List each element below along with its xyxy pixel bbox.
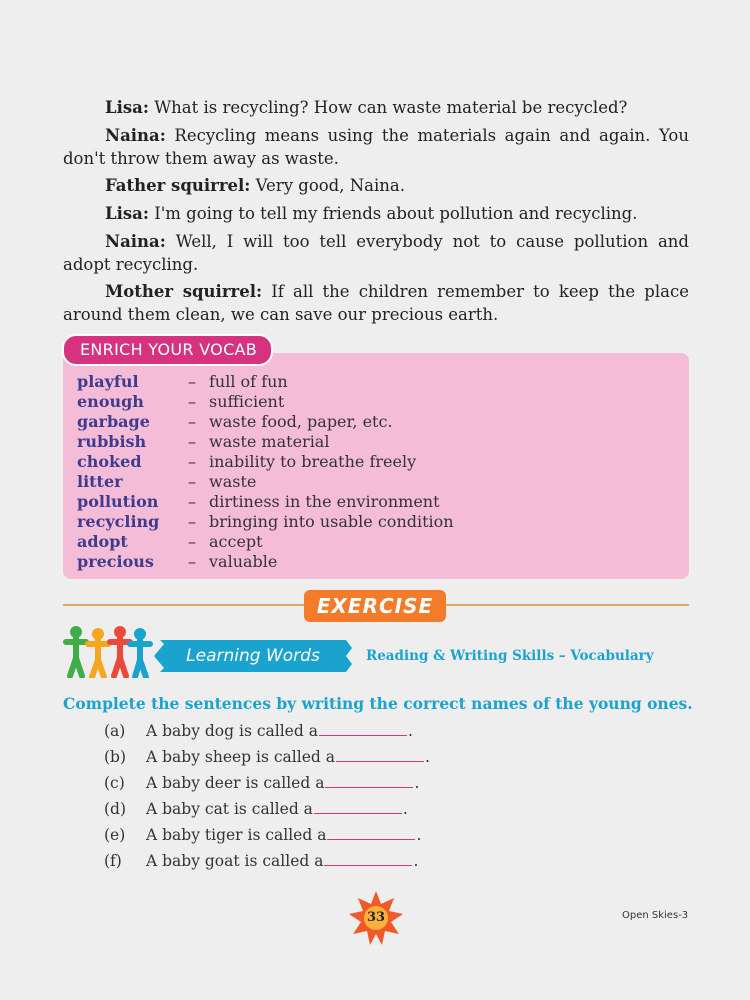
dialogue-line [63,230,689,276]
vocab-meaning: dirtiness in the environment [209,492,440,511]
vocab-meaning: inability to breathe freely [209,452,417,471]
dialogue-text: I'm going to tell my friends about pollution and recycling. [148,204,638,223]
learning-words-banner [154,640,352,672]
question-text: A baby dog is called a . [146,722,413,740]
vocab-dash: – [188,432,196,451]
answer-blank[interactable] [336,747,424,762]
vocab-word: garbage [77,412,150,431]
question-label: (c) [104,774,125,792]
dialogue-line [63,202,689,225]
dialogue-text: What is recycling? How can waste material be recycled? [148,98,628,117]
vocab-word: pollution [77,492,159,511]
question-row [0,824,750,846]
vocab-word: choked [77,452,142,471]
speaker-name: Lisa: [105,204,149,223]
page-number: 33 [366,910,386,925]
question-row [0,798,750,820]
vocab-dash: – [188,372,196,391]
vocab-row [77,432,677,452]
vocab-box [63,353,689,579]
question-label: (b) [104,748,127,766]
answer-blank[interactable] [324,851,412,866]
dialogue-line [63,280,689,326]
question-text: A baby cat is called a . [146,800,408,818]
children-figures-icon [62,622,154,678]
speaker-name: Naina: [105,232,166,251]
vocab-meaning: valuable [209,552,278,571]
vocab-word: adopt [77,532,128,551]
speaker-name: Lisa: [105,98,149,117]
question-text: A baby goat is called a . [146,852,419,870]
dialogue-text: Well, I will too tell everybody not to cause pollution and adopt recycling. [63,232,689,274]
dialogue-text: Very good, Naina. [250,176,405,195]
question-label: (f) [104,852,122,870]
vocab-row [77,372,677,392]
question-row [0,746,750,768]
page-number-badge [348,890,404,946]
answer-blank[interactable] [327,825,415,840]
book-title: Open Skies-3 [622,910,689,921]
question-label: (a) [104,722,126,740]
vocab-meaning: waste [209,472,257,491]
answer-blank[interactable] [319,721,407,736]
speaker-name: Father squirrel: [105,176,251,195]
question-row [0,720,750,742]
vocab-meaning: full of fun [209,372,288,391]
vocab-row [77,412,677,432]
vocab-dash: – [188,552,196,571]
vocab-dash: – [188,452,196,471]
vocab-word: precious [77,552,154,571]
vocab-meaning: waste food, paper, etc. [209,412,393,431]
vocab-row [77,392,677,412]
speaker-name: Mother squirrel: [105,282,263,301]
answer-blank[interactable] [314,799,402,814]
dialogue-line [63,124,689,170]
vocab-row [77,512,677,532]
answer-blank[interactable] [325,773,413,788]
vocab-dash: – [188,392,196,411]
vocab-word: litter [77,472,123,491]
exercise-instruction: Complete the sentences by writing the correct names of the young ones. [63,694,693,713]
vocab-dash: – [188,532,196,551]
vocab-word: playful [77,372,139,391]
vocab-heading: ENRICH YOUR VOCAB [62,334,273,366]
skill-label: Reading & Writing Skills – Vocabulary [366,648,654,664]
vocab-dash: – [188,412,196,431]
vocab-meaning: bringing into usable condition [209,512,454,531]
dialogue-line [63,96,689,119]
vocab-dash: – [188,512,196,531]
vocab-row [77,452,677,472]
question-label: (d) [104,800,127,818]
vocab-row [77,492,677,512]
question-text: A baby deer is called a . [146,774,420,792]
question-row [0,772,750,794]
dialogue-text: If all the children remember to keep the place around them clean, we can save our precious earth. [63,282,689,324]
vocab-word: enough [77,392,144,411]
vocab-row [77,532,677,552]
vocab-row [77,472,677,492]
vocab-word: rubbish [77,432,147,451]
question-row [0,850,750,872]
question-text: A baby sheep is called a . [146,748,430,766]
vocab-meaning: sufficient [209,392,285,411]
question-label: (e) [104,826,126,844]
dialogue-text: Recycling means using the materials again and again. You don't throw them away as waste. [63,126,689,168]
dialogue-line [63,174,689,197]
vocab-meaning: waste material [209,432,330,451]
exercise-heading: EXERCISE [304,590,446,622]
speaker-name: Naina: [105,126,166,145]
vocab-dash: – [188,492,196,511]
vocab-word: recycling [77,512,160,531]
learning-words-label: Learning Words [186,646,320,666]
vocab-dash: – [188,472,196,491]
vocab-row [77,552,677,572]
question-text: A baby tiger is called a . [146,826,422,844]
vocab-meaning: accept [209,532,263,551]
